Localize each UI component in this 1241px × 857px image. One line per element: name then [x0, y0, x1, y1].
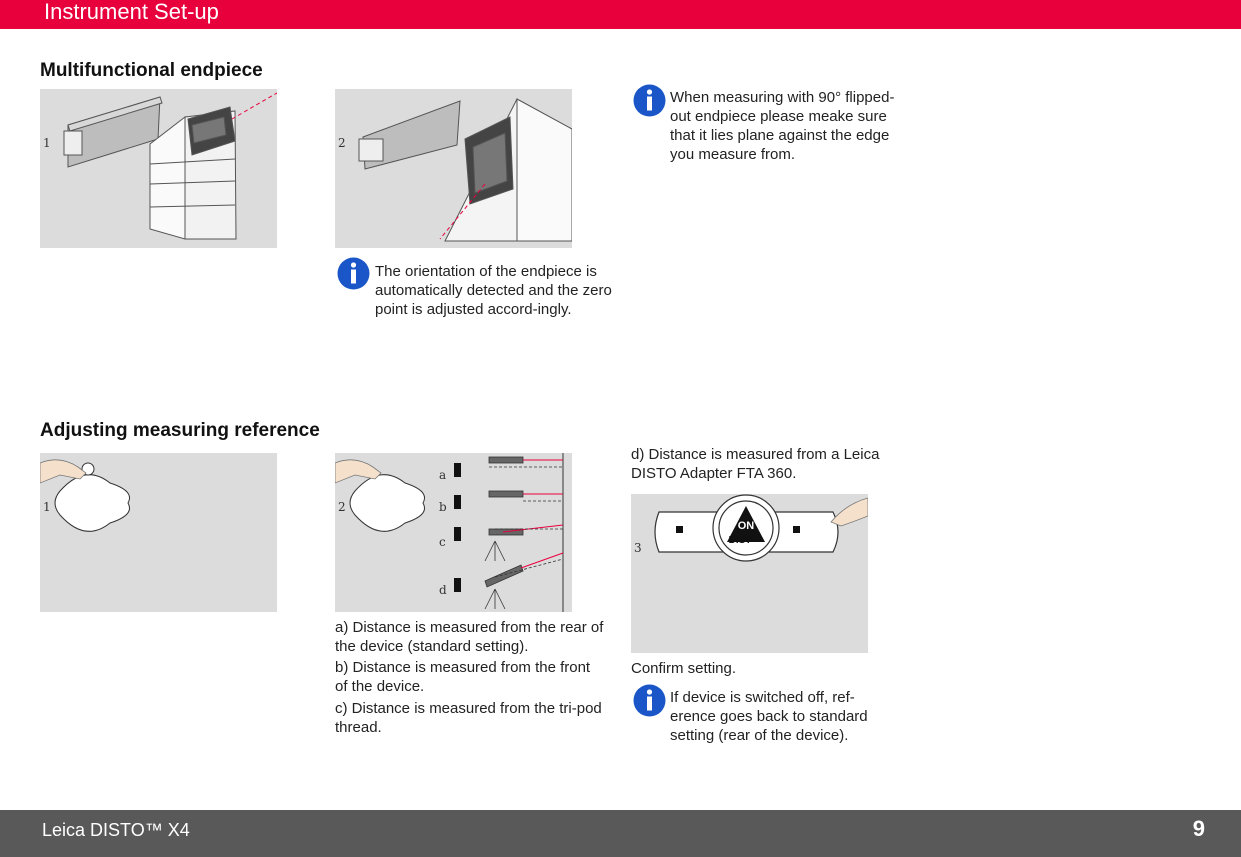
- figure-step-number: 3: [634, 541, 642, 555]
- figure-step-number: 2: [338, 136, 346, 150]
- reference-label-c: c: [439, 535, 446, 549]
- description-a: a) Distance is measured from the rear of the device (standard setting).: [335, 619, 604, 655]
- reference-label-a: a: [439, 468, 447, 482]
- description-d: d) Distance is measured from a Leica DISTO Adapter FTA 360.: [631, 446, 880, 482]
- on-key-label: ON: [737, 520, 755, 532]
- description-b: b) Distance is measured from the front of the device.: [335, 659, 591, 695]
- figure-endpiece-device-wall: [40, 89, 277, 248]
- note-orientation: The orientation of the endpiece is automatically detected and the zero point is adjusted accord-ingly.: [375, 263, 612, 318]
- reference-label-d: d: [439, 583, 447, 597]
- info-icon: [633, 84, 666, 117]
- info-icon: [633, 684, 666, 717]
- figure-endpiece-corner: [335, 89, 572, 248]
- footer-brand: Leica DISTO™ X4: [42, 820, 190, 840]
- description-c: c) Distance is measured from the tri-pod thread.: [335, 700, 602, 736]
- note-flipped-endpiece: When measuring with 90° flipped-out endpiece please meake sure that it lies plane against the edge you measure from.: [670, 89, 895, 163]
- info-icon: [337, 257, 370, 290]
- figure-step-number: 2: [338, 500, 346, 514]
- dist-key-label: DIST: [728, 535, 752, 546]
- section-title-endpiece: Multifunctional endpiece: [40, 60, 263, 81]
- confirm-setting-text: Confirm setting.: [631, 660, 737, 677]
- figure-on-dist-key: [631, 494, 868, 653]
- figure-step-number: 1: [43, 136, 51, 150]
- page-number: 9: [1192, 816, 1205, 841]
- figure-step-number: 1: [43, 500, 51, 514]
- page-section-title: Instrument Set-up: [44, 0, 219, 24]
- section-title-reference: Adjusting measuring reference: [40, 420, 320, 441]
- figure-reference-options: [335, 453, 572, 612]
- note-switch-off: If device is switched off, ref-erence goes back to standard setting (rear of the device).: [670, 689, 868, 744]
- reference-label-b: b: [439, 500, 447, 514]
- figure-keypad-press: [40, 453, 277, 612]
